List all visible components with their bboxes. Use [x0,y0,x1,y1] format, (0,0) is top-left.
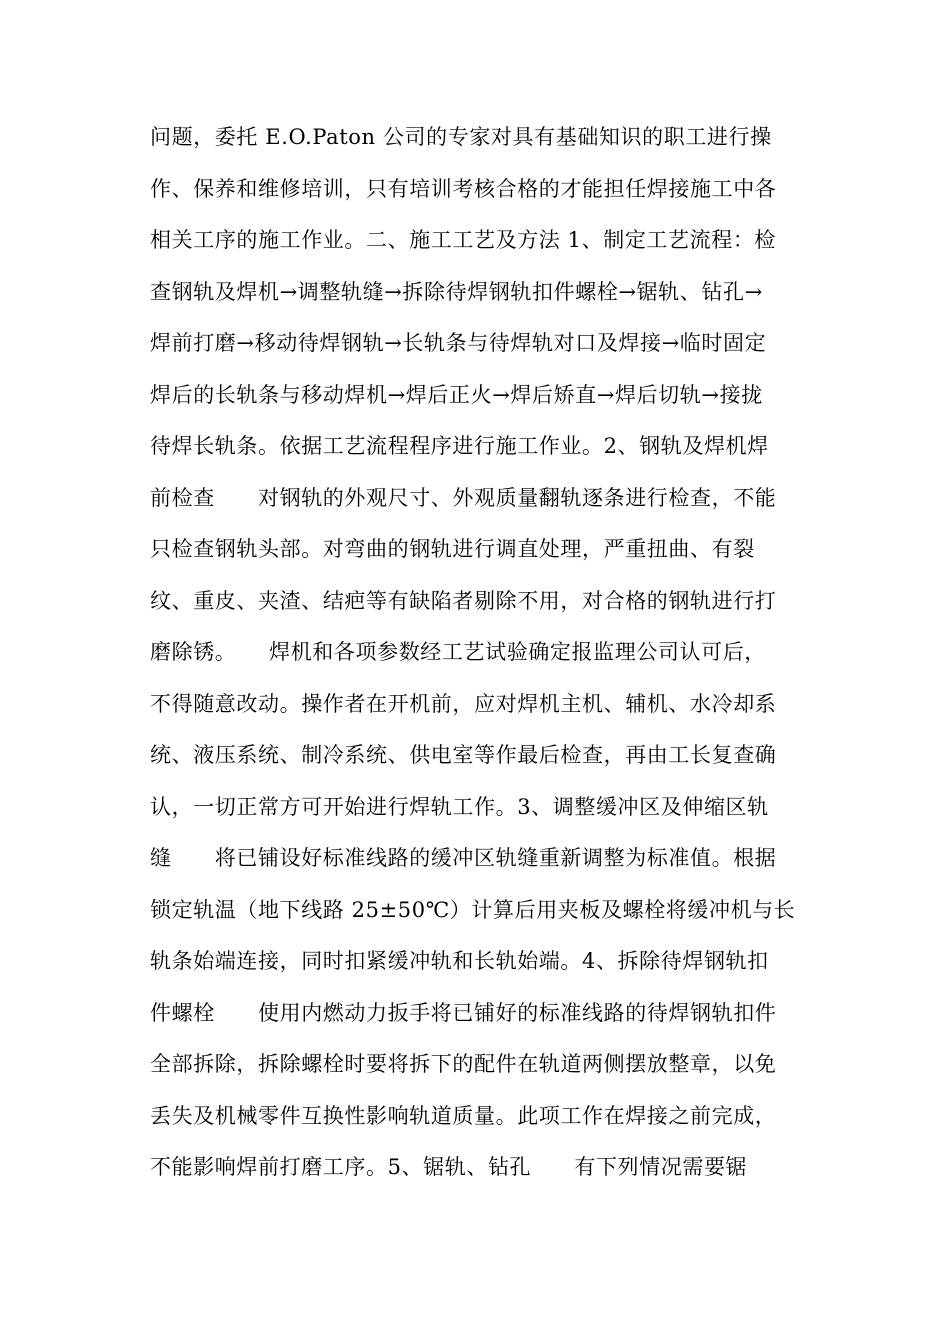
text-line: 轨条始端连接，同时扣紧缓冲轨和长轨始端。4、拆除待焊钢轨扣 [150,949,769,973]
text-line: 磨除锈。 焊机和各项参数经工艺试验确定报监理公司认可后， [150,640,766,664]
text-line: 丢失及机械零件互换性影响轨道质量。此项工作在焊接之前完成， [150,1103,777,1128]
text-line: 问题，委托 E.O.Paton 公司的专家对具有基础知识的职工进行操 [150,125,772,149]
text-line: 前检查 对钢轨的外观尺寸、外观质量翻轨逐条进行检查，不能 [150,485,777,510]
text-line: 纹、重皮、夹渣、结疤等有缺陷者剔除不用，对合格的钢轨进行打 [150,588,777,613]
text-line: 全部拆除，拆除螺栓时要将拆下的配件在轨道两侧摆放整章，以免 [150,1052,777,1076]
text-line: 相关工序的施工作业。二、施工工艺及方法 1、制定工艺流程：检 [150,228,777,252]
text-line: 只检查钢轨头部。对弯曲的钢轨进行调直处理，严重扭曲、有裂 [150,537,755,561]
body-text [150,116,810,1198]
text-line: 锁定轨温（地下线路 25±50℃）计算后用夹板及螺栓将缓冲机与长 [150,897,796,922]
text-line: 焊后的长轨条与移动焊机→焊后正火→焊后矫直→焊后切轨→接拢 [150,382,763,407]
text-line: 作、保养和维修培训，只有培训考核合格的才能担任焊接施工中各 [150,176,777,201]
text-line: 不得随意改动。操作者在开机前，应对焊机主机、辅机、水冷却系 [150,691,777,716]
text-line: 焊前打磨→移动待焊钢轨→长轨条与待焊轨对口及焊接→临时固定 [150,331,767,355]
text-line: 查钢轨及焊机→调整轨缝→拆除待焊钢轨扣件螺栓→锯轨、钻孔→ [150,279,763,304]
text-line: 待焊长轨条。依据工艺流程程序进行施工作业。2、钢轨及焊机焊 [150,434,769,458]
text-line: 统、液压系统、制冷系统、供电室等作最后检查，再由工长复查确 [150,743,777,767]
text-line: 不能影响焊前打磨工序。5、锯轨、钻孔 有下列情况需要锯 [150,1155,748,1179]
text-line: 件螺栓 使用内燃动力扳手将已铺好的标准线路的待焊钢轨扣件 [150,1000,777,1025]
text-line: 认，一切正常方可开始进行焊轨工作。3、调整缓冲区及伸缩区轨 [150,794,769,819]
text-line: 缝 将已铺设好标准线路的缓冲区轨缝重新调整为标准值。根据 [150,846,777,870]
